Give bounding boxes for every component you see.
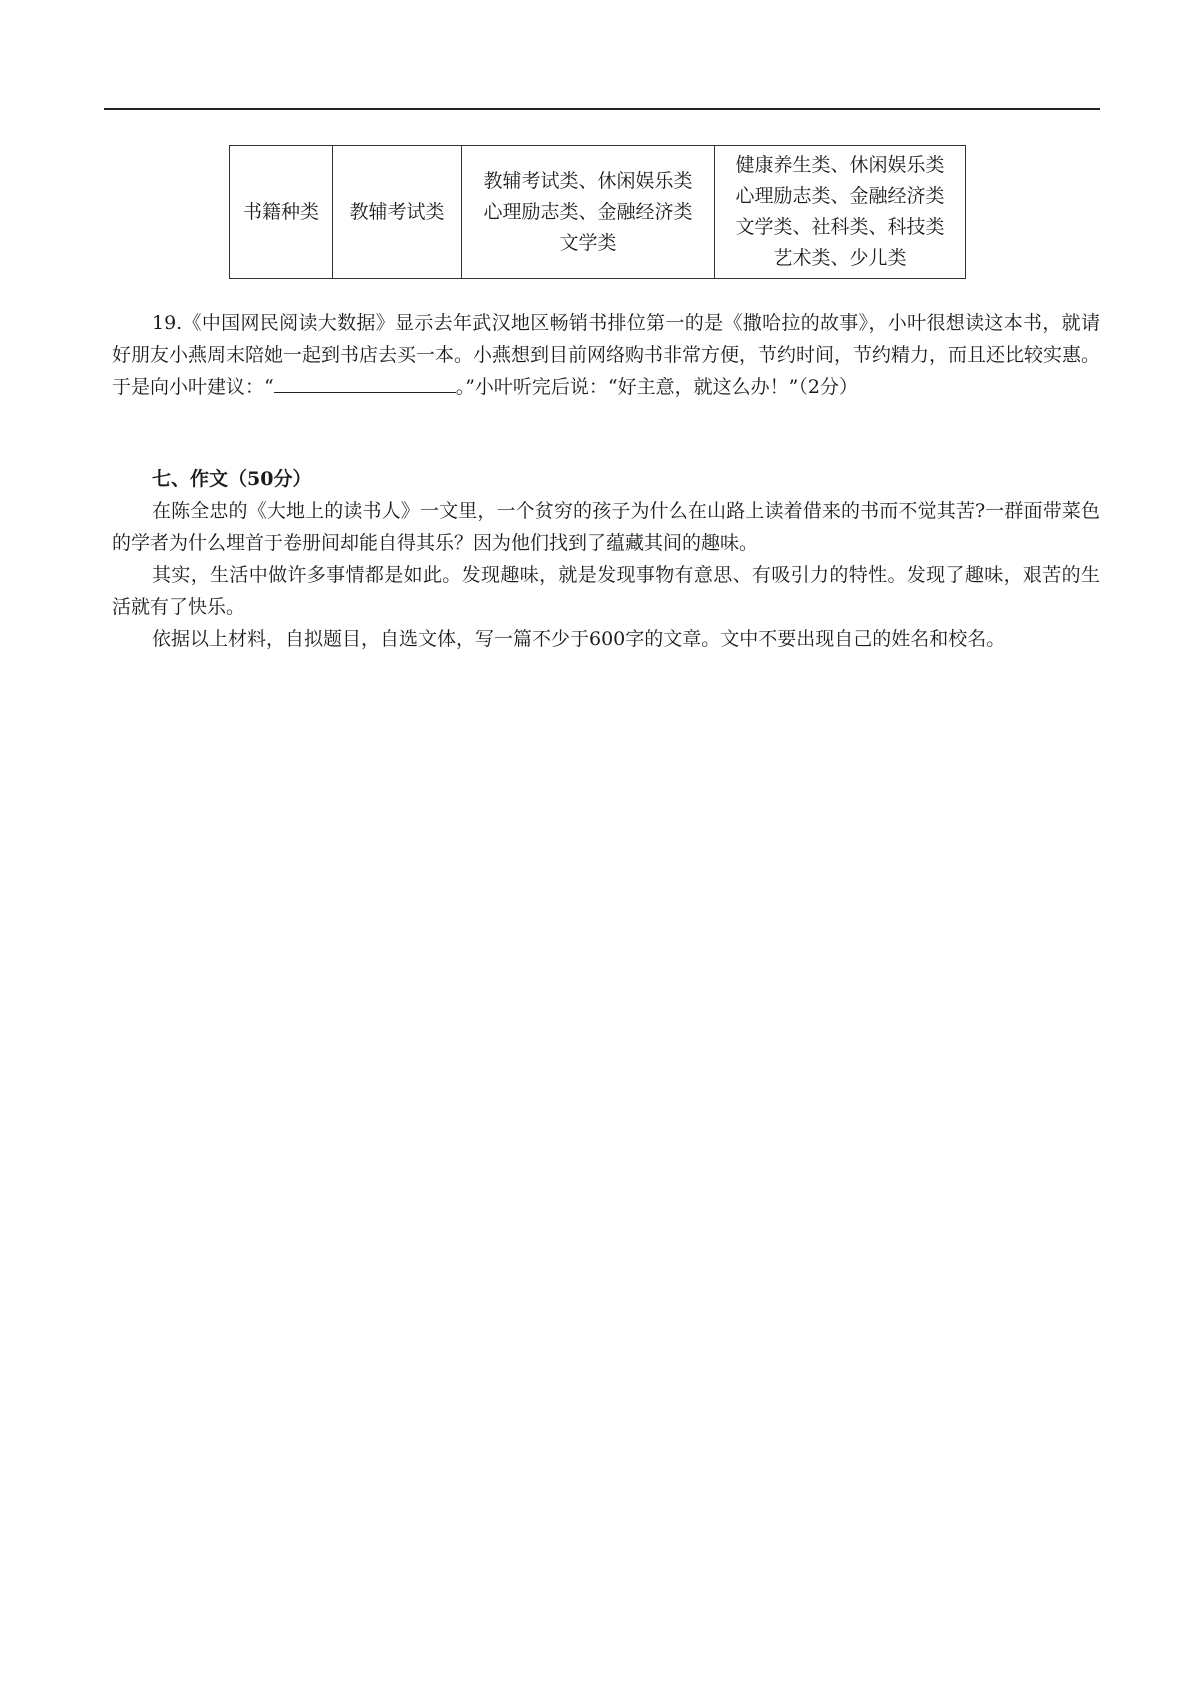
section-7-heading: 七、作文（50分） — [152, 468, 312, 490]
answer-blank — [274, 373, 456, 393]
cell-line: 文学类、社科类、科技类 — [735, 216, 945, 238]
essay-paragraph-3: 依据以上材料，自拟题目，自选文体，写一篇不少于600字的文章。文中不要出现自己的姓名和校名。 — [152, 628, 1006, 650]
table-row — [230, 146, 966, 279]
cell-line: 心理励志类、金融经济类 — [483, 200, 693, 223]
table-cell-col4 — [715, 146, 966, 279]
cell-line: 心理励志类、金融经济类 — [735, 185, 945, 207]
essay-paragraph-2: 其实，生活中做许多事情都是如此。发现趣味，就是发现事物有意思、有吸引力的特性。发现了趣味，艰苦的生活就有了快乐。 — [112, 564, 1100, 618]
cell-line: 教辅考试类、休闲娱乐类 — [483, 169, 693, 192]
question-19-text-before: 19.《中国网民阅读大数据》显示去年武汉地区畅销书排位第一的是《撒哈拉的故事》，小叶很想读这本书，就请好朋友小燕周末陪她一起到书店去买一本。小燕想到目前网络购书非常方便，节约时间，节约精力，而且还比较实惠。于是向小叶建议：“ — [112, 312, 1101, 398]
book-category-table — [229, 145, 966, 279]
cell-line: 文学类 — [559, 231, 617, 254]
question-19-text-after: 。”小叶听完后说：“好主意，就这么办！”（2分） — [455, 376, 858, 398]
cell-line: 健康养生类、休闲娱乐类 — [735, 154, 945, 176]
table-cell-col3 — [462, 146, 715, 279]
table-cell-col2: 教辅考试类 — [333, 146, 462, 279]
essay-paragraph-1: 在陈全忠的《大地上的读书人》一文里，一个贫穷的孩子为什么在山路上读着借来的书而不觉其苦?一群面带菜色的学者为什么埋首于卷册间却能自得其乐？因为他们找到了蕴藏其间的趣味。 — [112, 500, 1100, 554]
cell-line: 艺术类、少儿类 — [773, 247, 907, 269]
table-cell-row-label: 书籍种类 — [230, 146, 333, 279]
header-rule — [104, 108, 1100, 110]
question-19 — [112, 307, 1100, 403]
